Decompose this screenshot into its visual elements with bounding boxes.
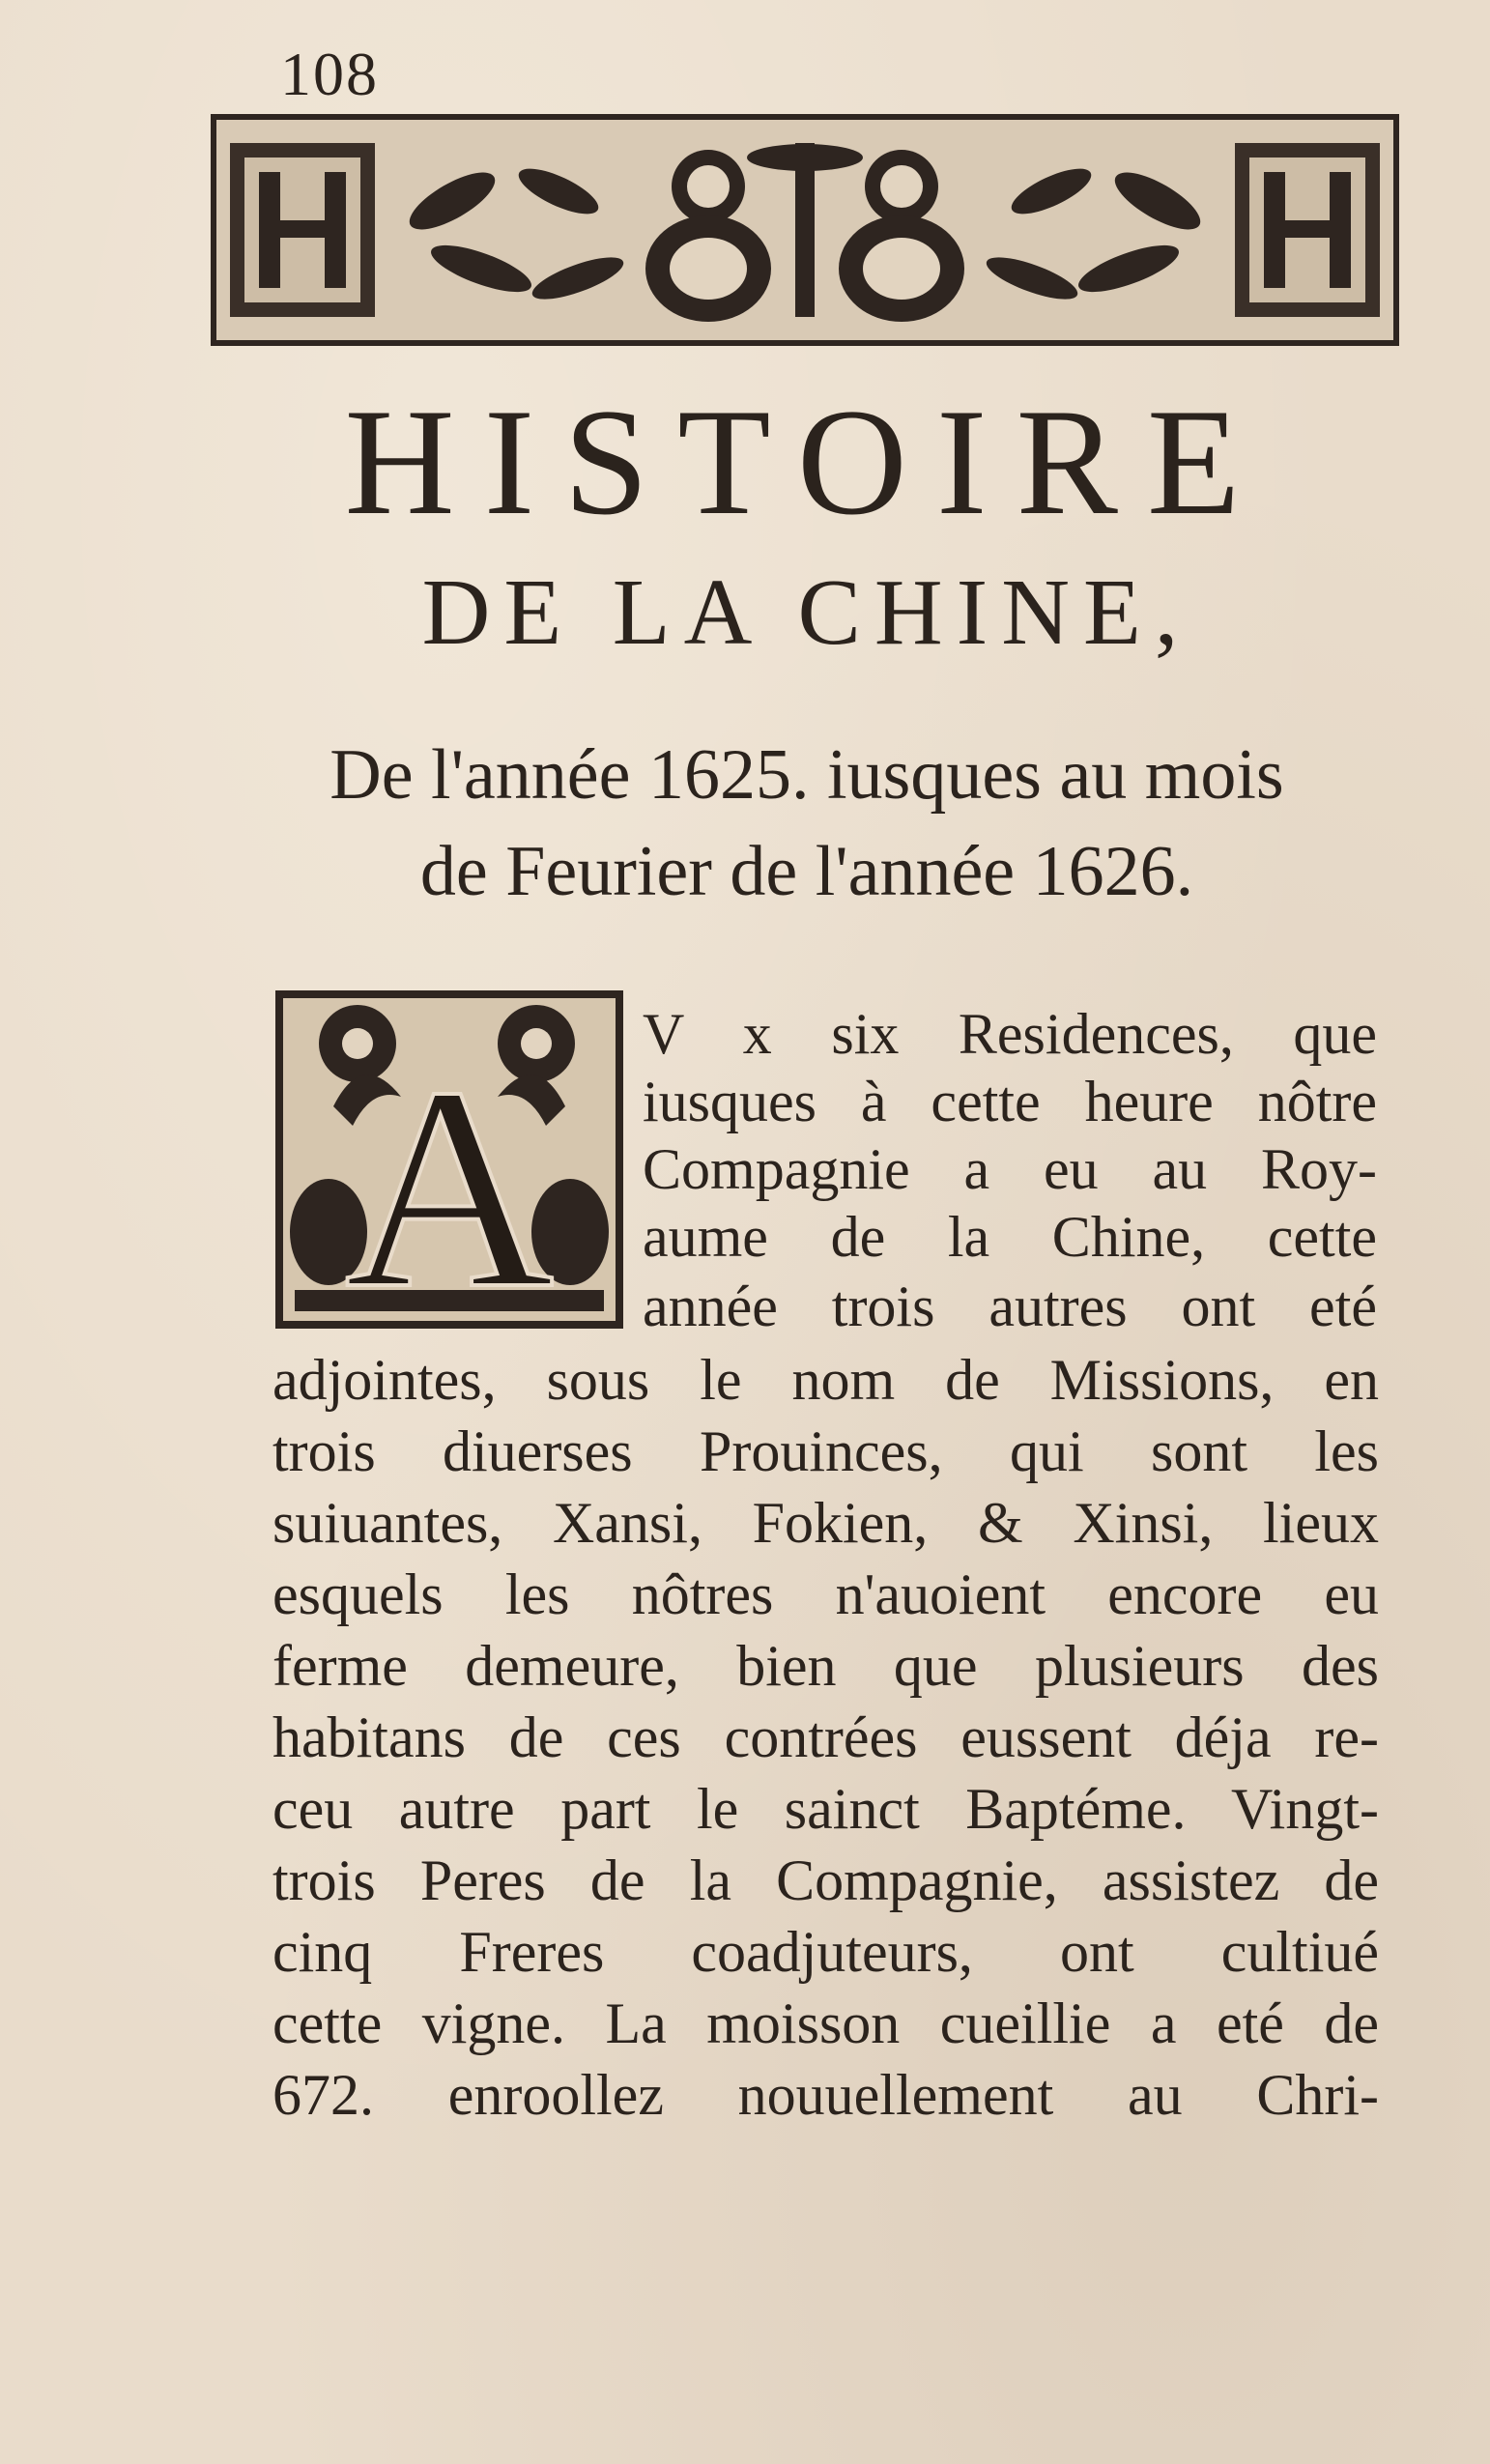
text-line: 672. enroollez nouuellement au Chri-: [272, 2063, 1379, 2127]
text-line: ceu autre part le sainct Baptéme. Vingt-: [272, 1777, 1379, 1841]
text-line: Compagnie a eu au Roy-: [643, 1137, 1377, 1201]
text-line: iusques à cette heure nôtre: [643, 1070, 1377, 1133]
text-line: suiuantes, Xansi, Fokien, & Xinsi, lieux: [272, 1491, 1379, 1555]
text-line: esquels les nôtres n'auoient encore eu: [272, 1562, 1379, 1626]
page-subtitle: DE LA CHINE,: [421, 560, 1192, 665]
text-line: ferme demeure, bien que plusieurs des: [272, 1634, 1379, 1698]
text-line: cette vigne. La moisson cueillie a eté de: [272, 1991, 1379, 2055]
date-range-line: De l'année 1625. iusques au mois: [330, 735, 1284, 815]
woodcut-headpiece-ornament: [211, 114, 1399, 346]
text-line: adjointes, sous le nom de Missions, en: [272, 1348, 1379, 1412]
text-line: année trois autres ont eté: [643, 1275, 1377, 1338]
page-number: 108: [280, 40, 379, 108]
text-line: aume de la Chine, cette: [643, 1205, 1377, 1269]
text-line: trois Peres de la Compagnie, assistez de: [272, 1848, 1379, 1912]
dropcap-letter: A: [344, 1027, 555, 1329]
text-line: cinq Freres coadjuteurs, ont cultiué: [272, 1920, 1379, 1984]
text-line: V x six Residences, que: [643, 1002, 1377, 1066]
ornamental-initial-a: [275, 990, 623, 1329]
page-title: HISTOIRE: [344, 378, 1270, 547]
date-range-line: de Feurier de l'année 1626.: [419, 832, 1194, 911]
text-line: trois diuerses Prouinces, qui sont les: [272, 1419, 1379, 1483]
text-line: habitans de ces contrées eussent déja re-: [272, 1705, 1379, 1769]
